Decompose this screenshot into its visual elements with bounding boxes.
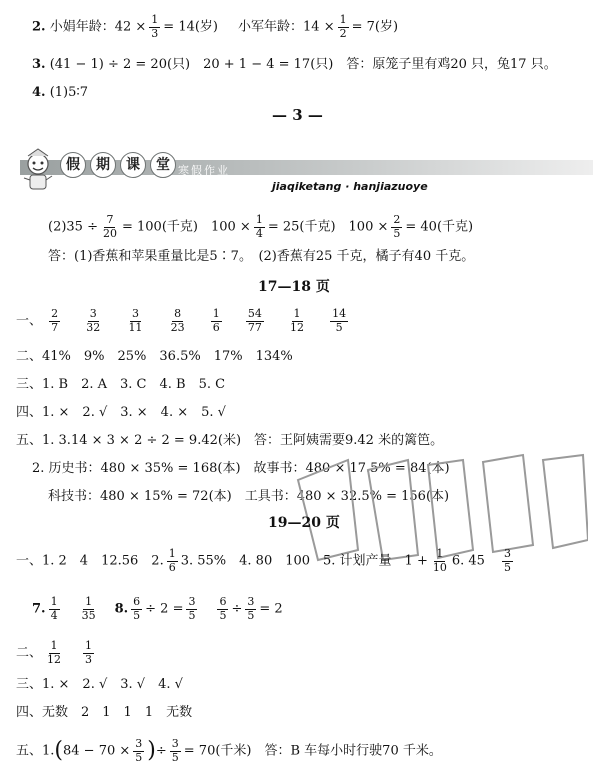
fraction xyxy=(170,738,181,764)
num: 1 xyxy=(168,547,176,560)
header-char: 假 xyxy=(60,152,86,178)
num: 1 xyxy=(293,307,301,320)
q-label: 7. xyxy=(32,601,46,617)
q-label: 2. xyxy=(32,19,46,35)
fraction xyxy=(338,14,349,40)
fraction xyxy=(431,548,449,574)
num: 1 xyxy=(212,307,220,320)
num: 1 xyxy=(255,213,263,226)
header-subtitle: 寒假作业 xyxy=(178,164,230,177)
den: 5 xyxy=(135,750,143,764)
fraction xyxy=(80,596,98,622)
num: 1 xyxy=(50,595,58,608)
num: 6 xyxy=(219,595,227,608)
num: 14 xyxy=(332,307,347,320)
answer-line: 二、41% 9% 25% 36.5% 17% 134% xyxy=(16,349,293,364)
den: 20 xyxy=(102,226,117,240)
text: (2)35 ÷ xyxy=(48,219,98,235)
fraction xyxy=(391,214,402,240)
den: 3 xyxy=(85,652,93,666)
fraction xyxy=(288,308,306,334)
text: ÷ xyxy=(155,743,167,759)
fraction xyxy=(245,596,256,622)
num: 2 xyxy=(51,307,59,320)
den: 6 xyxy=(168,560,176,574)
fraction xyxy=(45,640,63,666)
den: 5 xyxy=(133,608,141,622)
num: 7 xyxy=(106,213,114,226)
text: ÷ xyxy=(231,601,243,617)
text: 小军年龄：14 × xyxy=(238,19,335,35)
den: 7 xyxy=(51,320,59,334)
answer-line: 三、1. × 2. √ 3. √ 4. √ xyxy=(16,677,183,692)
fraction xyxy=(133,738,144,764)
den: 5 xyxy=(171,750,179,764)
fraction xyxy=(83,640,94,666)
num: 54 xyxy=(247,307,262,320)
den: 2 xyxy=(339,26,347,40)
fraction xyxy=(217,596,228,622)
den: 35 xyxy=(81,608,96,622)
fraction xyxy=(49,596,60,622)
q-label: 一、 xyxy=(16,313,43,329)
den: 5 xyxy=(219,608,227,622)
num: 8 xyxy=(174,307,182,320)
den: 23 xyxy=(170,320,185,334)
q-label: 二、 xyxy=(16,645,43,661)
den: 5 xyxy=(335,320,343,334)
q-label: 4. xyxy=(32,85,46,100)
fraction xyxy=(167,548,178,574)
num: 3 xyxy=(503,547,511,560)
fraction xyxy=(211,308,222,334)
fraction xyxy=(246,308,264,334)
text: = 14(岁) xyxy=(163,19,219,35)
den: 6 xyxy=(212,320,220,334)
fraction xyxy=(149,14,160,40)
section-title: 19—20 页 xyxy=(268,515,340,531)
fraction xyxy=(126,308,144,334)
fraction xyxy=(330,308,348,334)
fraction xyxy=(254,214,265,240)
answer-line: 三、1. B 2. A 3. C 4. B 5. C xyxy=(16,377,226,392)
answer-line-q3 xyxy=(32,58,557,71)
den: 5 xyxy=(393,226,401,240)
answer-line-yi xyxy=(16,308,351,334)
den: 12 xyxy=(47,652,62,666)
num: 3 xyxy=(89,307,97,320)
page-number-value: 3 xyxy=(292,106,303,124)
num: 3 xyxy=(247,595,255,608)
fraction xyxy=(169,308,187,334)
num: 3 xyxy=(188,595,196,608)
num: 3 xyxy=(171,737,179,750)
q-label: 3. xyxy=(32,57,46,72)
mascot-icon xyxy=(18,148,58,194)
text: 小娟年龄：42 × xyxy=(49,19,147,35)
q-label: 8. xyxy=(114,601,129,617)
num: 6 xyxy=(133,595,141,608)
num: 3 xyxy=(135,737,143,750)
answer-line xyxy=(32,596,283,622)
answer-line: 四、1. × 2. √ 3. × 4. × 5. √ xyxy=(16,405,226,420)
num: 1 xyxy=(151,13,159,26)
fraction xyxy=(101,214,119,240)
text: = 7(岁) xyxy=(351,19,399,35)
text: 6. 45 xyxy=(451,553,485,569)
den: 3 xyxy=(151,26,159,40)
answer-line: 五、1. 3.14 × 3 × 2 ÷ 2 = 9.42(米) 答：王阿姨需要9.42 米的篱笆。 xyxy=(16,433,444,448)
text: = 2 xyxy=(259,601,283,617)
num: 3 xyxy=(131,307,139,320)
text: ÷ 2 = xyxy=(145,601,184,617)
fraction xyxy=(502,548,513,574)
answer-line-q4 xyxy=(32,86,88,99)
page-number: — 3 — xyxy=(272,106,323,124)
fraction xyxy=(49,308,60,334)
num: 1 xyxy=(436,547,444,560)
den: 5 xyxy=(188,608,196,622)
num: 1 xyxy=(339,13,347,26)
text: = 40(千克) xyxy=(405,219,474,235)
answer-line xyxy=(16,548,516,574)
text: = 100(千克) 100 × xyxy=(121,219,251,235)
den: 4 xyxy=(255,226,263,240)
answer-line: 五、1.(84 − 70 × $\frac{3}{5}$ )÷ $\frac{3}{5}$ = 70(千米) 答：B 车每小时行驶70 千米。 xyxy=(16,737,442,764)
text: (41 − 1) ÷ 2 = 20(只) 20 + 1 − 4 = 17(只) 答：原笼子里有鸡20 只，兔17 只。 xyxy=(49,57,557,72)
text: 3. 55% 4. 80 100 5. 计划产量 1 + xyxy=(180,553,428,569)
fraction xyxy=(131,596,142,622)
header-pinyin: jiaqiketang · hanjiazuoye xyxy=(272,180,428,193)
num: 1 xyxy=(50,639,58,652)
answer-line: 答：(1)香蕉和苹果重量比是5∶7。 (2)香蕉有25 千克，橘子有40 千克。 xyxy=(48,249,475,264)
den: 32 xyxy=(86,320,101,334)
den: 4 xyxy=(50,608,58,622)
answer-line-q2 xyxy=(32,14,398,40)
fraction xyxy=(84,308,102,334)
answer-line xyxy=(48,214,473,240)
den: 5 xyxy=(503,560,511,574)
text: 一、1. 2 4 12.56 2. xyxy=(16,553,164,569)
den: 12 xyxy=(290,320,304,334)
text: = 25(千克) 100 × xyxy=(267,219,389,235)
answer-line: 科技书：480 × 15% = 72(本) 工具书：480 × 32.5% = 156(本) xyxy=(48,489,450,504)
den: 5 xyxy=(247,608,255,622)
text: = 70(千米) 答：B 车每小时行驶70 千米。 xyxy=(183,743,442,759)
den: 10 xyxy=(432,560,447,574)
header-char: 期 xyxy=(90,152,116,178)
num: 2 xyxy=(393,213,401,226)
answer-line: 2. 历史书：480 × 35% = 168(本) 故事书：480 × 17.5% = 84(本) xyxy=(32,461,450,476)
answer-line: 四、无数 2 1 1 1 无数 xyxy=(16,705,193,720)
header-char: 课 xyxy=(120,152,146,178)
fraction xyxy=(186,596,197,622)
den: 77 xyxy=(247,320,262,334)
header-char: 堂 xyxy=(150,152,176,178)
q-label: 五、1. xyxy=(16,743,55,759)
answer-line xyxy=(16,640,97,666)
text: (1)5∶7 xyxy=(49,85,89,100)
num: 1 xyxy=(85,595,93,608)
section-title: 17—18 页 xyxy=(258,279,330,295)
text: 84 − 70 × xyxy=(63,743,131,759)
num: 1 xyxy=(85,639,93,652)
den: 11 xyxy=(128,320,143,334)
